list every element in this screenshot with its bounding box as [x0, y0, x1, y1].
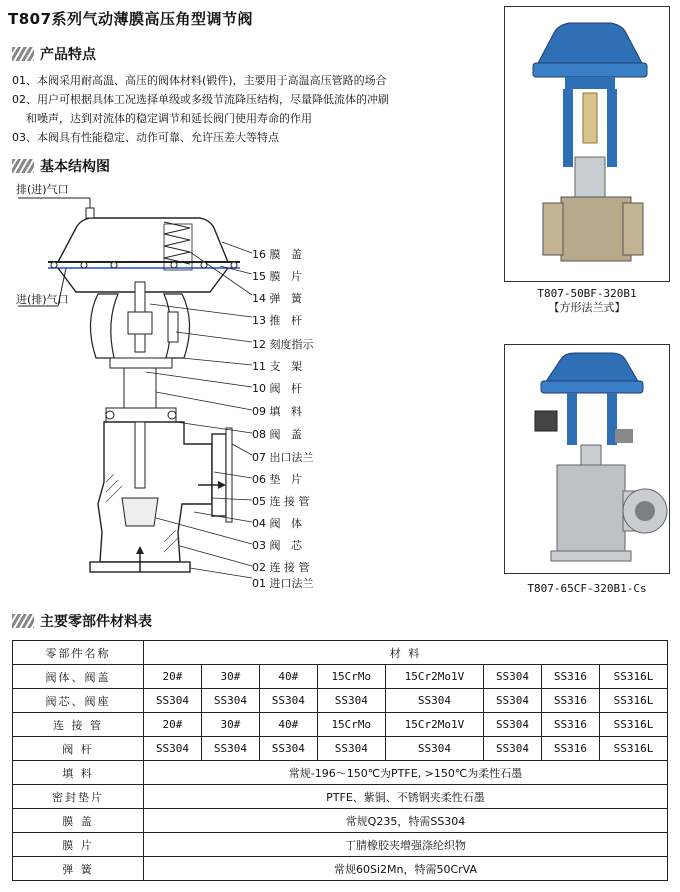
table-cell: SS316L — [599, 737, 667, 761]
product-photo-65cf — [504, 344, 670, 574]
section-materials-title: 主要零部件材料表 — [40, 614, 152, 630]
materials-table — [12, 640, 668, 881]
table-cell: SS304 — [144, 737, 202, 761]
table-cell: SS304 — [201, 689, 259, 713]
table-cell: SS304 — [317, 689, 385, 713]
feature-line-3: 和噪声，达到对流体的稳定调节和延长阀门使用寿命的作用 — [26, 112, 312, 125]
table-cell: 30# — [201, 713, 259, 737]
table-cell: SS304 — [385, 689, 483, 713]
feature-line-2: 02、用户可根据具体工况选择单级或多级节流降压结构，尽量降低流体的冲刷 — [12, 93, 389, 106]
product-photo-square-flange — [504, 6, 670, 282]
part-label: 13 推 杆 — [252, 314, 302, 327]
row-name: 阀 杆 — [13, 737, 144, 761]
table-cell: SS316 — [541, 737, 599, 761]
exhaust-port-label: 排(进)气口 — [16, 183, 69, 196]
valve-photo-image — [505, 345, 669, 573]
section-features-heading — [12, 44, 96, 64]
table-row — [13, 833, 668, 857]
row-name: 阀芯、阀座 — [13, 689, 144, 713]
table-cell: 40# — [259, 713, 317, 737]
part-label: 16 膜 盖 — [252, 248, 302, 261]
table-span-cell: 常规Q235，特需SS304 — [144, 809, 668, 833]
part-label: 02 连 接 管 — [252, 561, 310, 574]
table-cell: SS304 — [259, 689, 317, 713]
section-stripe-icon — [12, 614, 34, 628]
table-span-cell: PTFE、紫铜、不锈钢夹柔性石墨 — [144, 785, 668, 809]
section-features-title: 产品特点 — [40, 47, 96, 63]
part-label: 05 连 接 管 — [252, 495, 310, 508]
feature-line-4: 03、本阀具有性能稳定、动作可靠、允许压差大等特点 — [12, 131, 279, 144]
part-label: 01 进口法兰 — [252, 577, 314, 590]
photo-caption-1-sub: 【方形法兰式】 — [548, 301, 626, 314]
section-structure-heading — [12, 156, 110, 176]
row-name: 填 料 — [13, 761, 144, 785]
table-cell: SS304 — [385, 737, 483, 761]
table-cell: SS316L — [599, 713, 667, 737]
table-cell: 15CrMo — [317, 713, 385, 737]
table-cell: 15Cr2Mo1V — [385, 713, 483, 737]
intake-port-label: 进(排)气口 — [16, 293, 69, 306]
table-row — [13, 809, 668, 833]
table-header-part: 零部件名称 — [13, 641, 144, 665]
valve-photo-image — [505, 7, 669, 281]
table-row — [13, 689, 668, 713]
page-title: T807系列气动薄膜高压角型调节阀 — [8, 10, 254, 28]
table-cell: SS304 — [317, 737, 385, 761]
part-label: 08 阀 盖 — [252, 428, 302, 441]
part-label: 10 阀 杆 — [252, 382, 302, 395]
table-row — [13, 761, 668, 785]
table-row — [13, 713, 668, 737]
table-cell: SS304 — [259, 737, 317, 761]
row-name: 阀体、阀盖 — [13, 665, 144, 689]
table-header-material: 材 料 — [144, 641, 668, 665]
table-cell: SS304 — [484, 689, 542, 713]
table-cell: SS304 — [201, 737, 259, 761]
table-cell: 40# — [259, 665, 317, 689]
section-materials-heading — [12, 611, 152, 631]
part-label: 15 膜 片 — [252, 270, 302, 283]
row-name: 连 接 管 — [13, 713, 144, 737]
table-row — [13, 857, 668, 881]
part-label: 06 垫 片 — [252, 473, 302, 486]
row-name: 膜 盖 — [13, 809, 144, 833]
table-cell: SS304 — [484, 713, 542, 737]
table-cell: 15Cr2Mo1V — [385, 665, 483, 689]
row-name: 弹 簧 — [13, 857, 144, 881]
feature-line-1: 01、本阀采用耐高温、高压的阀体材料(锻件)，主要用于高温高压管路的场合 — [12, 74, 387, 87]
table-span-cell: 丁腈橡胶夹增强涤纶织物 — [144, 833, 668, 857]
part-label: 11 支 架 — [252, 360, 302, 373]
table-cell: SS316 — [541, 713, 599, 737]
table-span-cell: 常规60Si2Mn，特需50CrVA — [144, 857, 668, 881]
table-cell: SS316L — [599, 665, 667, 689]
part-label: 14 弹 簧 — [252, 292, 302, 305]
table-cell: SS304 — [144, 689, 202, 713]
part-label: 12 刻度指示 — [252, 338, 314, 351]
row-name: 密封垫片 — [13, 785, 144, 809]
row-name: 膜 片 — [13, 833, 144, 857]
section-stripe-icon — [12, 47, 34, 61]
part-label: 03 阀 芯 — [252, 539, 302, 552]
table-cell: 15CrMo — [317, 665, 385, 689]
table-cell: 20# — [144, 665, 202, 689]
table-cell: 30# — [201, 665, 259, 689]
table-cell: SS316 — [541, 689, 599, 713]
table-cell: SS304 — [484, 665, 542, 689]
table-row — [13, 665, 668, 689]
table-row — [13, 737, 668, 761]
table-header-row — [13, 641, 668, 665]
table-span-cell: 常规-196～150℃为PTFE, >150℃为柔性石墨 — [144, 761, 668, 785]
table-cell: SS316 — [541, 665, 599, 689]
part-label: 04 阀 体 — [252, 517, 302, 530]
photo-caption-2: T807-65CF-320B1-Cs — [527, 582, 647, 595]
table-cell: 20# — [144, 713, 202, 737]
section-structure-title: 基本结构图 — [40, 159, 110, 175]
table-cell: SS316L — [599, 689, 667, 713]
table-row — [13, 785, 668, 809]
photo-caption-1: T807-50BF-320B1 — [537, 287, 637, 300]
section-stripe-icon — [12, 159, 34, 173]
table-cell: SS304 — [484, 737, 542, 761]
part-label: 07 出口法兰 — [252, 451, 314, 464]
part-label: 09 填 料 — [252, 405, 302, 418]
